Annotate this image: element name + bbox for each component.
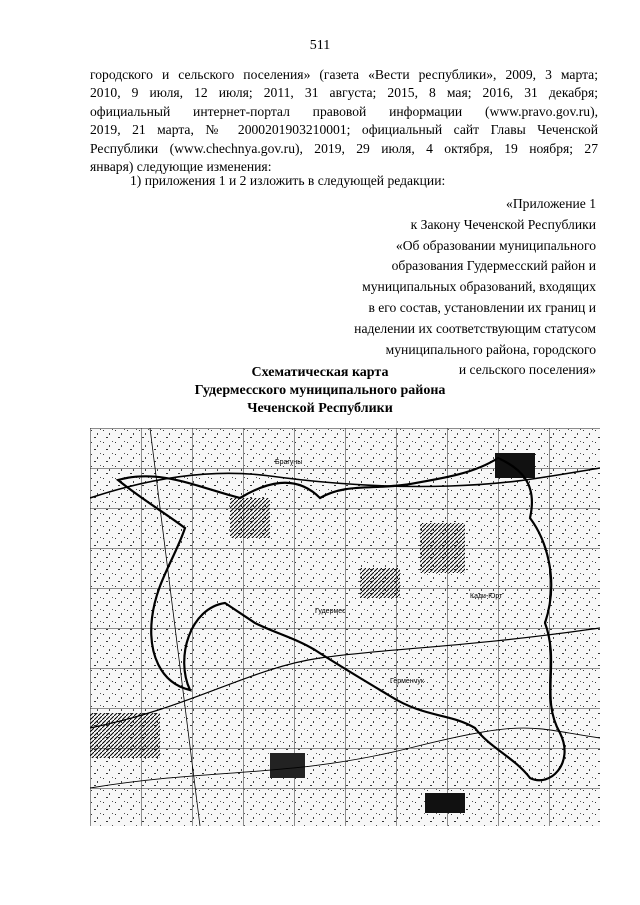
appendix-line: и сельского поселения» [458, 362, 596, 378]
map-title-line: Гудермесского муниципального района [194, 383, 446, 398]
map-label-east: Кади-Юрт [470, 593, 503, 600]
map-settlement-patch [420, 523, 465, 573]
paragraph-line: официальный интернет-портал правовой информации (www.pravo.gov.ru), [90, 103, 598, 119]
paragraph-line: городского и сельского поселения» (газета «Вести республики», 2009, 3 марта; [90, 67, 598, 82]
appendix-line: к Закону Чеченской Республики [410, 216, 596, 232]
map-canvas [90, 428, 600, 826]
appendix-line: «Об образовании муниципального [395, 237, 596, 253]
map-label-city: Гудермес [315, 608, 346, 615]
paragraph-line: 2010, 9 июля, 12 июля; 2011, 31 августа; 2015, 8 мая; 2016, 31 декабря; [90, 85, 598, 101]
page-number: 511 [309, 38, 331, 53]
appendix-line: «Приложение 1 [506, 196, 596, 211]
law-amendment-paragraph [90, 66, 598, 176]
appendix-line: в его состав, установлении их границ и [368, 299, 596, 315]
map-title-line: Схематическая карта [251, 365, 389, 380]
map-title [0, 364, 640, 418]
map-label-north: Брагуны [275, 459, 303, 466]
amendment-item: 1) приложения 1 и 2 изложить в следующей редакции: [130, 173, 446, 188]
paragraph-line: января) следующие изменения: [90, 159, 272, 175]
district-map [90, 428, 600, 826]
map-settlement-patch [495, 453, 535, 478]
map-settlement-patch [425, 793, 465, 813]
appendix-header [296, 194, 596, 381]
map-settlement-patch [270, 753, 305, 778]
appendix-line: муниципального района, городского [385, 341, 596, 357]
paragraph-line: Республики (www.chechnya.gov.ru), 2019, 29 июля, 4 октября, 19 ноября; 27 [90, 140, 598, 156]
map-label-south: Герменчук [390, 678, 424, 685]
appendix-line: образования Гудермесский район и [391, 258, 596, 274]
appendix-line: муниципальных образований, входящих [362, 279, 596, 295]
map-title-line: Чеченской Республики [247, 401, 393, 416]
map-settlement-patch [230, 498, 270, 538]
map-settlement-patch [360, 568, 400, 598]
paragraph-line: 2019, 21 марта, № 2000201903210001; официальный сайт Главы Чеченской [90, 122, 598, 138]
appendix-line: наделении их соответствующим статусом [354, 320, 596, 336]
